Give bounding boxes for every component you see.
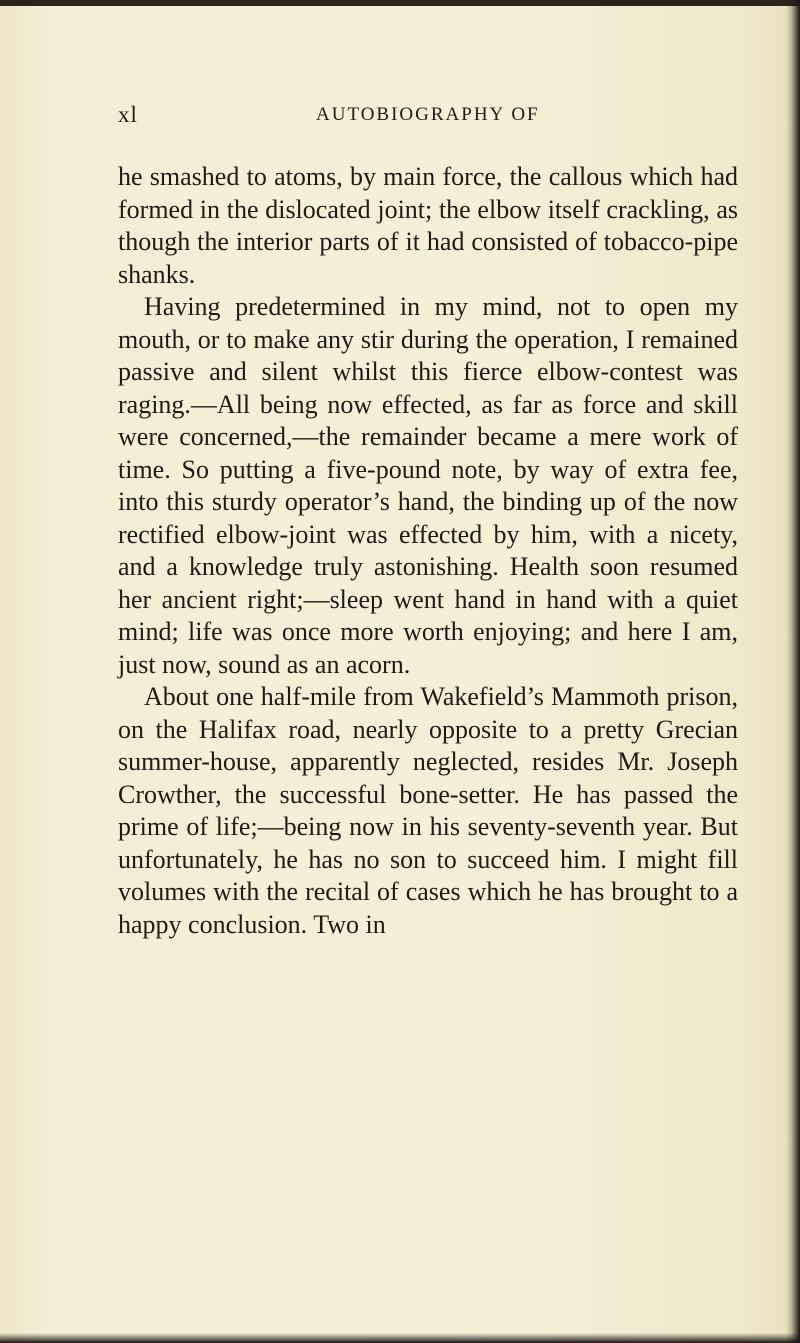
- page-top-edge: [0, 0, 800, 6]
- paragraph: About one half-mile from Wakefield’s Mammoth prison, on the Halifax road, nearly opposite to a pretty Grecian summer-house, apparently neglected, resides Mr. Joseph Crowther, the successful bone-setter. He has passed the prime of life;—being now in his seventy-seventh year. But unfortunately, he has no son to succeed him. I might fill volumes with the recital of cases which he has brought to a happy conclusion. Two in: [118, 682, 738, 939]
- paragraph-continuation: he smashed to atoms, by main force, the callous which had formed in the dislocated joint; the elbow itself crackling, as though the interior parts of it had consisted of tobacco-pipe shanks.: [118, 162, 738, 289]
- page-edge-shadow: [786, 0, 800, 1343]
- page-header: [118, 102, 738, 132]
- running-head: AUTOBIOGRAPHY OF: [316, 104, 540, 125]
- paragraph: Having predetermined in my mind, not to open my mouth, or to make any stir during the operation, I remained passive and silent whilst this fierce elbow-contest was raging.—All being now effected, as far as force and skill were concerned,—the remainder became a mere work of time. So putting a five-pound note, by way of extra fee, into this sturdy operator’s hand, the binding up of the now rectified elbow-joint was effected by him, with a nicety, and a knowledge truly astonishing. Health soon resumed her ancient right;—sleep went hand in hand with a quiet mind; life was once more worth enjoying; and here I am, just now, sound as an acorn.: [118, 292, 738, 679]
- page-number: xl: [118, 102, 138, 127]
- body-text: [118, 161, 738, 941]
- page-bottom-edge: [0, 1333, 800, 1343]
